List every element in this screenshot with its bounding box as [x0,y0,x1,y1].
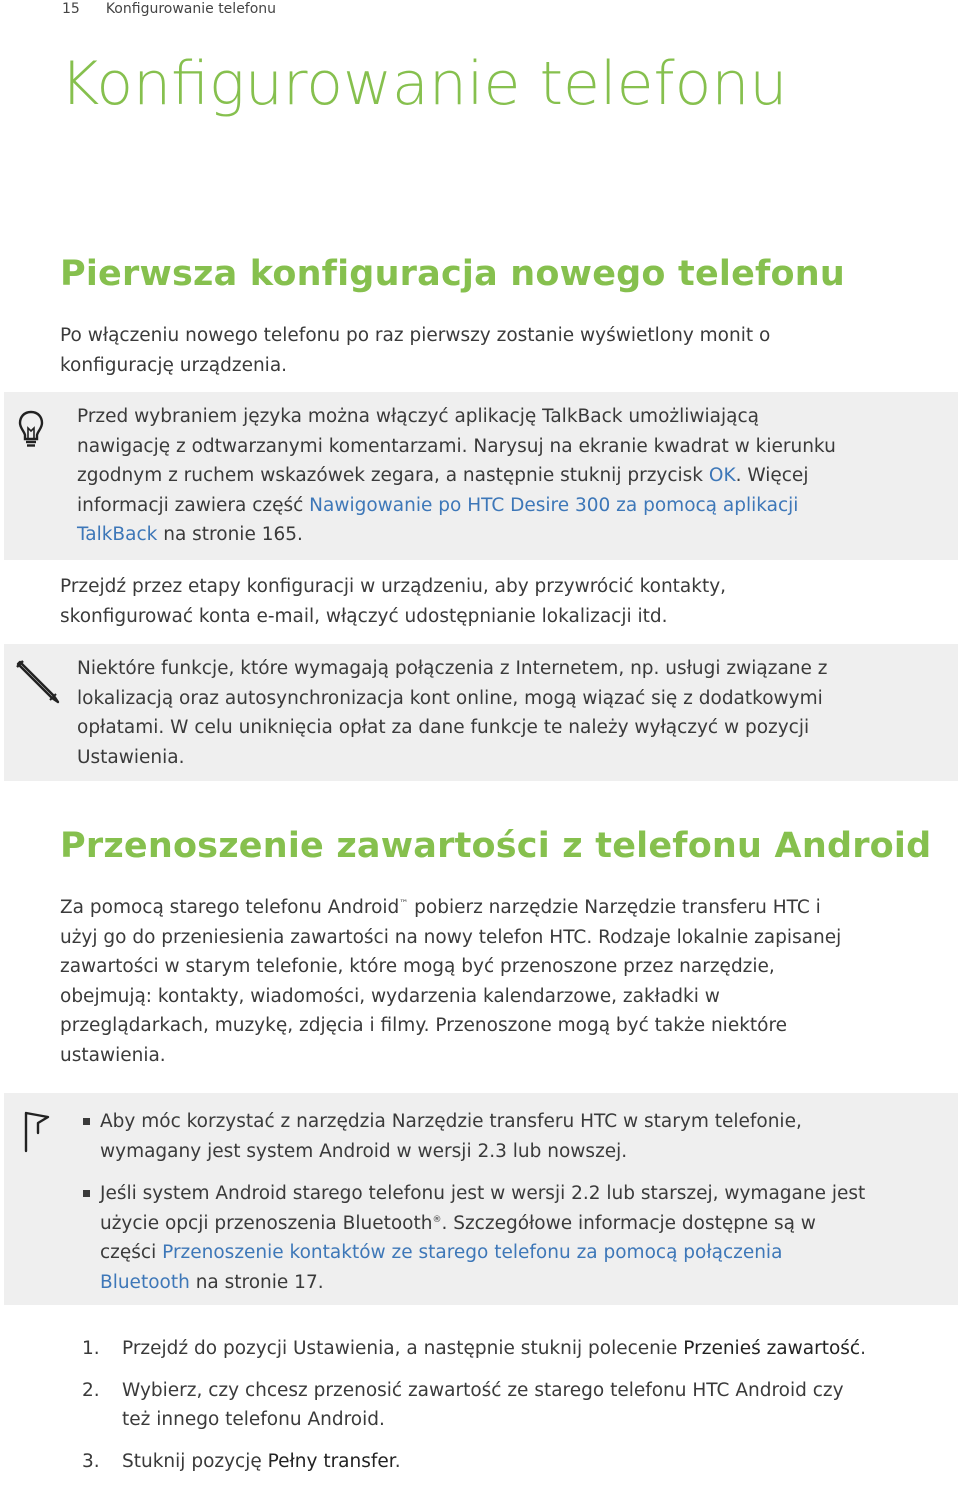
text-line: Aby móc korzystać z narzędzia Narzędzie transferu HTC w starym telefonie, [100,1111,802,1132]
tip-text [77,402,937,550]
list-item [100,1179,960,1297]
text-line: . Więcej [735,465,809,486]
tip-box [4,392,958,560]
text-line: opłatami. W celu uniknięcia opłat za dane funkcje te należy wyłączyć w pozycji [77,717,810,738]
step-item [82,1376,952,1435]
talkback-link[interactable]: Nawigowanie po HTC Desire 300 za pomocą aplikacji [309,494,799,516]
page-number: 15 [62,1,80,17]
bluetooth-transfer-link-cont[interactable]: Bluetooth [100,1271,190,1293]
text-line: Niektóre funkcje, które wymagają połączenia z Internetem, np. usługi związane z [77,658,828,679]
menu-ref: Pełny transfer [267,1450,395,1472]
text-line: nawigację z odtwarzanymi komentarzami. Narysuj na ekranie kwadrat w kierunku [77,435,836,457]
text-line: Wybierz, czy chcesz przenosić zawartość ze starego telefonu HTC Android czy [122,1379,844,1401]
text-line: też innego telefonu Android. [122,1409,385,1430]
steps-list [82,1334,952,1488]
text-line: Przed wybraniem języka można włączyć aplikację TalkBack umożliwiającą [77,406,759,427]
text-line: zawartości w starym telefonie, które mogą być przenoszone przez narzędzie, [60,956,775,977]
text-line: części [100,1242,163,1263]
requirements-list [100,1107,960,1310]
running-header [62,0,276,18]
text-line: użycie opcji przenoszenia Bluetooth [100,1212,433,1234]
text-line: na stronie 165. [157,524,303,545]
step-item [82,1447,952,1477]
text-line: Ustawienia. [77,746,185,768]
registered-mark: ® [432,1214,442,1225]
step-number: 1. [82,1338,100,1359]
setup-paragraph [60,572,940,631]
transfer-paragraph [60,893,940,1070]
step-item [82,1334,952,1364]
text-line: ustawienia. [60,1044,166,1066]
requirements-box [4,1093,958,1305]
text-line: Przejdź do pozycji Ustawienia, a następnie stuknij polecenie [122,1338,684,1359]
text-line: informacji zawiera część [77,494,310,516]
step-number: 3. [82,1450,100,1472]
text-line: konfigurację urządzenia. [60,354,288,376]
text-line: przeglądarkach, muzykę, zdjęcia i filmy. Przenoszone mogą być także niektóre [60,1015,788,1036]
text-line: obejmują: kontakty, wiadomości, wydarzenia kalendarzowe, zakładki w [60,985,720,1007]
intro-paragraph [60,321,940,380]
bullet-icon [83,1190,90,1197]
bluetooth-transfer-link[interactable]: Przenoszenie kontaktów ze starego telefonu za pomocą połączenia [162,1242,783,1263]
pencil-icon [14,658,62,706]
text-line: skonfigurować konta e-mail, włączyć udostępnianie lokalizacji itd. [60,605,668,627]
text-line: na stronie 17. [189,1271,324,1293]
menu-ref: Przenieś zawartość [683,1338,861,1359]
lightbulb-icon [18,410,44,448]
list-item [100,1107,960,1166]
text-line: Stuknij pozycję [122,1450,268,1472]
step-number: 2. [82,1379,100,1401]
section-heading-transfer: Przenoszenie zawartości z telefonu Android [60,826,932,866]
text-line: wymagany jest system Android w wersji 2.3 lub nowszej. [100,1140,628,1162]
text-line: Przejdź przez etapy konfiguracji w urządzeniu, aby przywrócić kontakty, [60,576,727,597]
text-line: zgodnym z ruchem wskazówek zegara, a następnie stuknij przycisk [77,465,709,486]
trademark-mark: ™ [399,898,409,909]
talkback-link-cont[interactable]: TalkBack [77,524,158,545]
text-line: pobierz narzędzie Narzędzie transferu HTC i [408,897,821,918]
text-line: . Szczegółowe informacje dostępne są w [441,1212,816,1234]
text-line: Za pomocą starego telefonu Android [60,897,400,918]
text-line: Jeśli system Android starego telefonu jest w wersji 2.2 lub starszej, wymagane jest [100,1183,866,1204]
text-line: użyj go do przeniesienia zawartości na nowy telefon HTC. Rodzaje lokalnie zapisanej [60,926,842,948]
note-text [77,654,937,772]
section-heading-first-setup: Pierwsza konfiguracja nowego telefonu [60,254,845,294]
text-line: . [860,1338,866,1359]
running-title: Konfigurowanie telefonu [105,1,277,17]
note-box [4,644,958,781]
text-line: Po włączeniu nowego telefonu po raz pierwszy zostanie wyświetlony monit o [60,325,771,346]
text-line: . [394,1450,401,1472]
bullet-icon [83,1118,90,1125]
flag-icon [22,1109,52,1153]
page-title: Konfigurowanie telefonu [60,49,788,119]
text-line: lokalizacją oraz autosynchronizacja kont online, mogą wiązać się z dodatkowymi [77,687,823,709]
ok-button-ref: OK [708,465,736,486]
